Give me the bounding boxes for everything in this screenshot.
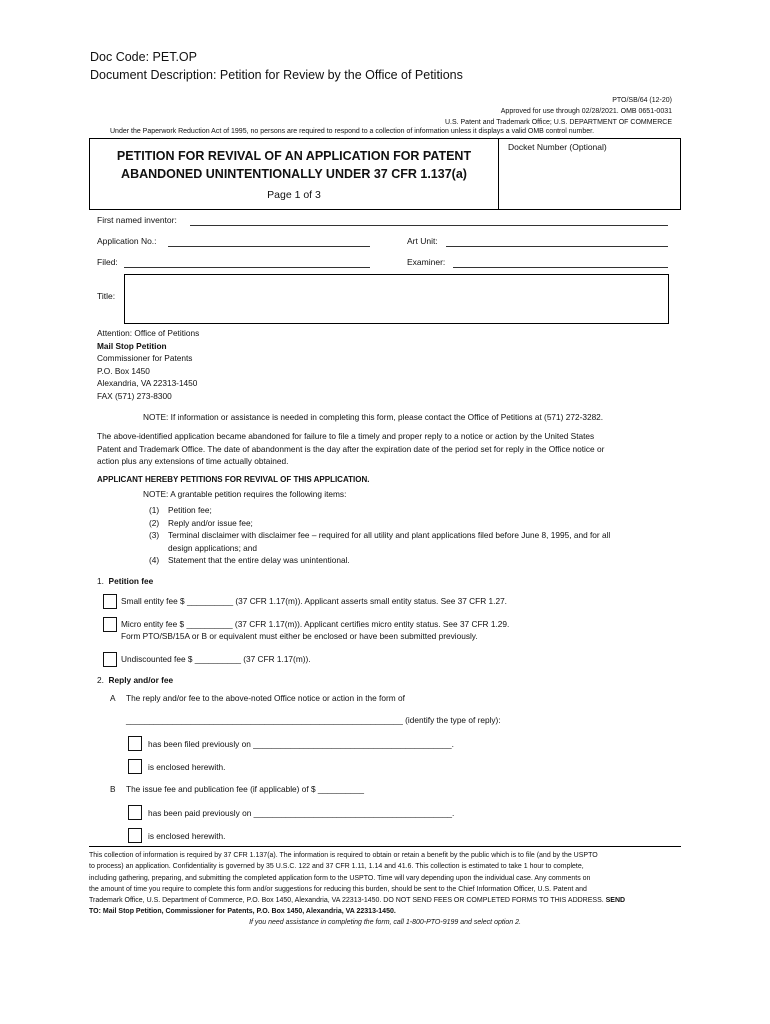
form-title-line1: PETITION FOR REVIVAL OF AN APPLICATION FOR PATENT	[116, 149, 472, 163]
docket-number-label: Docket Number (Optional)	[508, 142, 607, 152]
undiscounted-fee-checkbox[interactable]	[103, 652, 117, 667]
filed-field[interactable]	[124, 267, 370, 268]
title-label: Title:	[97, 291, 116, 301]
section2b-text: The issue fee and publication fee (if applicable) of $ __________	[126, 784, 365, 794]
requirements-list	[149, 504, 610, 567]
first-inventor-field[interactable]	[190, 225, 668, 226]
abandonment-line1: The above-identified application became abandoned for failure to file a timely and proper reply to a notice or action by the United States	[97, 431, 595, 441]
address-po-box: P.O. Box 1450	[97, 365, 150, 376]
docket-number-field[interactable]	[500, 155, 678, 207]
agency-text: U.S. Patent and Trademark Office; U.S. DEPARTMENT OF COMMERCE	[444, 119, 672, 126]
address-commissioner: Commissioner for Patents	[97, 353, 193, 363]
micro-entity-text: Micro entity fee $ __________ (37 CFR 1.17(m)). Applicant certifies micro entity status. See 37 CFR 1.29.	[121, 619, 510, 629]
address-mail-stop: Mail Stop Petition	[97, 340, 167, 351]
requirement-item: design applications; and	[168, 542, 258, 553]
contact-note: NOTE: If information or assistance is needed in completing this form, please contact the Office of Petitions at (571) 272-3282.	[143, 412, 604, 422]
issue-fee-paid-text: has been paid previously on ___________________________________________.	[148, 808, 455, 818]
reply-type-field[interactable]: ____________________________________________________________ (identify the type of reply):	[126, 715, 501, 725]
art-unit-label: Art Unit:	[407, 236, 438, 246]
issue-fee-enclosed-text: is enclosed herewith.	[148, 831, 226, 841]
title-field[interactable]	[124, 274, 669, 324]
micro-entity-note: Form PTO/SB/15A or B or equivalent must either be enclosed or have been submitted previously.	[121, 631, 478, 641]
small-entity-text: Small entity fee $ __________ (37 CFR 1.17(m)). Applicant asserts small entity status. See 37 CFR 1.27.	[121, 596, 507, 606]
section2a-label: A	[110, 693, 116, 703]
assistance-note: If you need assistance in completing the form, call 1-800-PTO-9199 and select option 2.	[249, 919, 521, 926]
small-entity-checkbox[interactable]	[103, 594, 117, 609]
first-inventor-label: First named inventor:	[97, 215, 177, 225]
address-attention: Attention: Office of Petitions	[97, 328, 200, 338]
address-fax: FAX (571) 273-8300	[97, 390, 172, 401]
page-indicator: Page 1 of 3	[267, 189, 321, 201]
examiner-label: Examiner:	[407, 257, 446, 267]
section2b-label: B	[110, 784, 116, 794]
pra-notice: Under the Paperwork Reduction Act of 1995, no persons are required to respond to a collection of information unless it displays a valid OMB control number.	[110, 128, 595, 135]
section1-heading: 1. Petition fee	[97, 576, 154, 586]
section2-heading: 2. Reply and/or fee	[97, 675, 174, 685]
doc-description: Document Description: Petition for Review by the Office of Petitions	[90, 68, 463, 82]
approval-text: Approved for use through 02/28/2021. OMB 0651-0031	[500, 108, 672, 115]
examiner-field[interactable]	[453, 267, 668, 268]
reply-filed-checkbox[interactable]	[128, 736, 142, 751]
form-title-cell	[90, 139, 499, 209]
mailing-address	[97, 327, 199, 402]
address-city: Alexandria, VA 22313-1450	[97, 378, 198, 388]
doc-code: Doc Code: PET.OP	[90, 50, 197, 64]
form-title-line2: ABANDONED UNINTENTIONALLY UNDER 37 CFR 1.137(a)	[121, 167, 467, 181]
footer-divider	[89, 846, 681, 847]
reply-enclosed-checkbox[interactable]	[128, 759, 142, 774]
issue-fee-paid-checkbox[interactable]	[128, 805, 142, 820]
requirement-item: (1) Petition fee;	[149, 505, 212, 515]
issue-fee-enclosed-checkbox[interactable]	[128, 828, 142, 843]
petition-heading: APPLICANT HEREBY PETITIONS FOR REVIVAL OF THIS APPLICATION.	[97, 475, 370, 484]
abandonment-paragraph	[97, 430, 677, 468]
art-unit-field[interactable]	[446, 246, 668, 247]
reply-filed-text: has been filed previously on ___________________________________________.	[148, 739, 454, 749]
burden-statement: This collection of information is required by 37 CFR 1.137(a). The information is required to obtain or retain a benefit by the public which is to file (and by the USPTO to process) an application. Confidentiality is governed by 35 U.S.C. 122 and 37 CFR 1.11, 1.14 and 41.6. This collection is estimated to take 1 hour to complete, including gathering, preparing, and submitting the completed application form to the USPTO. Time will vary depending upon the individual case. Any comments on the amount of time you require to complete this form and/or suggestions for reducing this burden, should be sent to the Chief Information Officer, U.S. Patent and Trademark Office, U.S. Department of Commerce, P.O. Box 1450, Alexandria, VA 22313-1450. DO NOT SEND FEES OR COMPLETED FORMS TO THIS ADDRESS. SEND TO: Mail Stop Petition, Commissioner for Patents, P.O. Box 1450, Alexandria, VA 22313-1450.	[89, 852, 626, 916]
form-title	[90, 147, 498, 183]
application-no-label: Application No.:	[97, 236, 157, 246]
requirement-item: (4) Statement that the entire delay was unintentional.	[149, 555, 350, 565]
title-box	[89, 138, 681, 210]
micro-entity-checkbox[interactable]	[103, 617, 117, 632]
reply-enclosed-text: is enclosed herewith.	[148, 762, 226, 772]
form-meta	[445, 95, 672, 128]
requirement-item: (2) Reply and/or issue fee;	[149, 517, 253, 528]
filed-label: Filed:	[97, 257, 118, 267]
petition-note: NOTE: A grantable petition requires the following items:	[143, 489, 347, 499]
undiscounted-fee-text: Undiscounted fee $ __________ (37 CFR 1.17(m)).	[121, 654, 311, 664]
application-no-field[interactable]	[168, 246, 370, 247]
doc-header	[90, 48, 463, 84]
abandonment-line2: Patent and Trademark Office. The date of abandonment is the day after the expiration date of the period set for reply in the Office notice or	[97, 443, 605, 454]
form-number: PTO/SB/64 (12-20)	[612, 97, 672, 104]
requirement-item: (3) Terminal disclaimer with disclaimer fee – required for all utility and plant applications filed before June 8, 1995, and for all	[149, 530, 611, 540]
abandonment-line3: action plus any extensions of time actually obtained.	[97, 456, 289, 466]
section2a-text: The reply and/or fee to the above-noted Office notice or action in the form of	[126, 693, 405, 703]
